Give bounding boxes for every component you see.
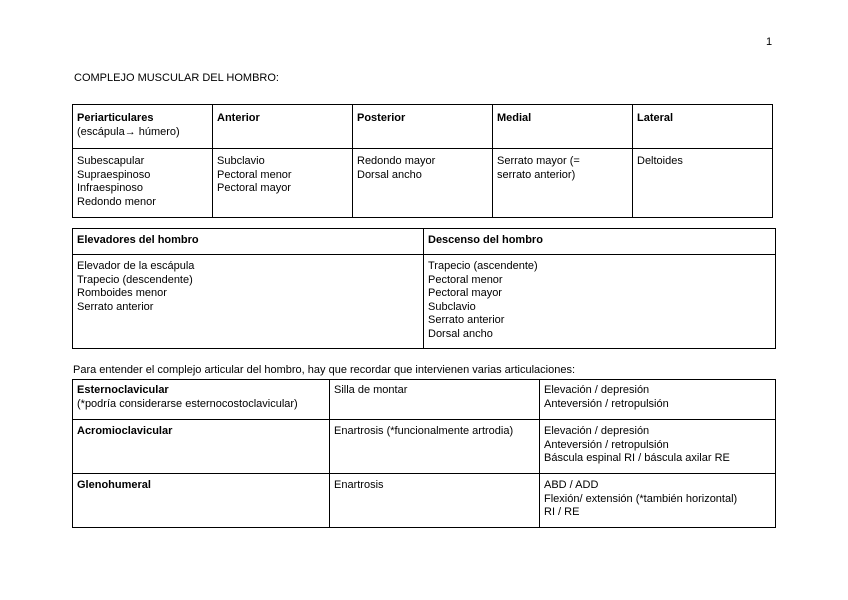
muscle-item: Dorsal ancho <box>428 327 493 340</box>
joint-movements-cell <box>540 420 776 474</box>
header-periarticulares <box>73 105 213 149</box>
muscle-item: Romboides menor <box>77 287 167 299</box>
header-label: Posterior <box>357 112 406 124</box>
cell-posterior <box>353 149 493 218</box>
table-row <box>73 380 776 420</box>
header-posterior <box>353 105 493 149</box>
muscle-item: Deltoides <box>637 155 683 167</box>
intro-paragraph: Para entender el complejo articular del hombro, hay que recordar que intervienen varias articulaciones: <box>73 364 575 376</box>
muscle-item: Dorsal ancho <box>357 168 422 181</box>
muscle-item: Supraespinoso <box>77 168 151 181</box>
muscle-item: Pectoral mayor <box>428 287 502 299</box>
joint-name: Acromioclavicular <box>77 425 173 437</box>
elevation-table <box>72 228 776 349</box>
muscle-item: Trapecio (ascendente) <box>428 260 538 272</box>
joint-type: Silla de montar <box>334 384 408 396</box>
movement-item: Flexión/ extensión (*también horizontal) <box>544 492 738 505</box>
header-medial <box>493 105 633 149</box>
header-label: Lateral <box>637 112 674 124</box>
movement-item: Elevación / depresión <box>544 384 650 396</box>
cell-descenso <box>424 255 776 349</box>
movement-item: ABD / ADD <box>544 479 599 491</box>
joint-note: (*podría considerarse esternocostoclavicular) <box>77 397 298 410</box>
joint-name-cell <box>73 474 330 528</box>
table-row <box>73 420 776 474</box>
header-label: Elevadores del hombro <box>77 234 199 246</box>
table-row <box>73 149 773 218</box>
joint-type-cell <box>330 420 540 474</box>
joint-name-cell <box>73 380 330 420</box>
header-label: Periarticulares <box>77 112 154 124</box>
header-lateral <box>633 105 773 149</box>
cell-elevadores <box>73 255 424 349</box>
joint-movements-cell <box>540 380 776 420</box>
muscle-item: serrato anterior) <box>497 168 576 181</box>
muscle-item: Redondo menor <box>77 195 156 208</box>
table-row <box>73 474 776 528</box>
muscle-item: Pectoral menor <box>217 168 292 181</box>
muscle-item: Elevador de la escápula <box>77 260 195 272</box>
joint-type-cell <box>330 474 540 528</box>
page-number: 1 <box>766 36 773 48</box>
table-row <box>73 255 776 349</box>
cell-lateral <box>633 149 773 218</box>
joint-type: Enartrosis <box>334 479 384 491</box>
muscle-groups-table <box>72 104 773 218</box>
movement-item: Anteversión / retropulsión <box>544 397 669 410</box>
header-subtitle: (escápula→ húmero) <box>77 125 180 138</box>
joints-table <box>72 379 776 528</box>
muscle-item: Subclavio <box>217 155 265 167</box>
joint-name-cell <box>73 420 330 474</box>
joint-type: Enartrosis (*funcionalmente artrodia) <box>334 425 514 437</box>
header-anterior <box>213 105 353 149</box>
movement-item: Báscula espinal RI / báscula axilar RE <box>544 452 730 464</box>
header-elevadores <box>73 229 424 255</box>
muscle-item: Serrato anterior <box>77 300 154 313</box>
muscle-item: Subclavio <box>428 300 476 313</box>
header-label: Medial <box>497 112 532 124</box>
muscle-item: Redondo mayor <box>357 155 436 167</box>
table-header-row <box>73 229 776 255</box>
muscle-item: Subescapular <box>77 155 145 167</box>
muscle-item: Serrato anterior <box>428 314 505 326</box>
joint-name: Esternoclavicular <box>77 384 169 396</box>
joint-movements-cell <box>540 474 776 528</box>
cell-periarticulares <box>73 149 213 218</box>
muscle-item: Trapecio (descendente) <box>77 273 193 286</box>
muscle-item: Serrato mayor (= <box>497 155 580 167</box>
header-descenso <box>424 229 776 255</box>
movement-item: RI / RE <box>544 506 580 518</box>
cell-anterior <box>213 149 353 218</box>
cell-medial <box>493 149 633 218</box>
muscle-item: Pectoral mayor <box>217 182 291 194</box>
header-label: Anterior <box>217 112 260 124</box>
table-header-row <box>73 105 773 149</box>
movement-item: Anteversión / retropulsión <box>544 438 669 451</box>
muscle-item: Infraespinoso <box>77 182 144 194</box>
header-label: Descenso del hombro <box>428 234 543 246</box>
page-title: COMPLEJO MUSCULAR DEL HOMBRO: <box>74 72 279 84</box>
joint-name: Glenohumeral <box>77 479 151 491</box>
joint-type-cell <box>330 380 540 420</box>
movement-item: Elevación / depresión <box>544 425 650 437</box>
muscle-item: Pectoral menor <box>428 273 503 286</box>
